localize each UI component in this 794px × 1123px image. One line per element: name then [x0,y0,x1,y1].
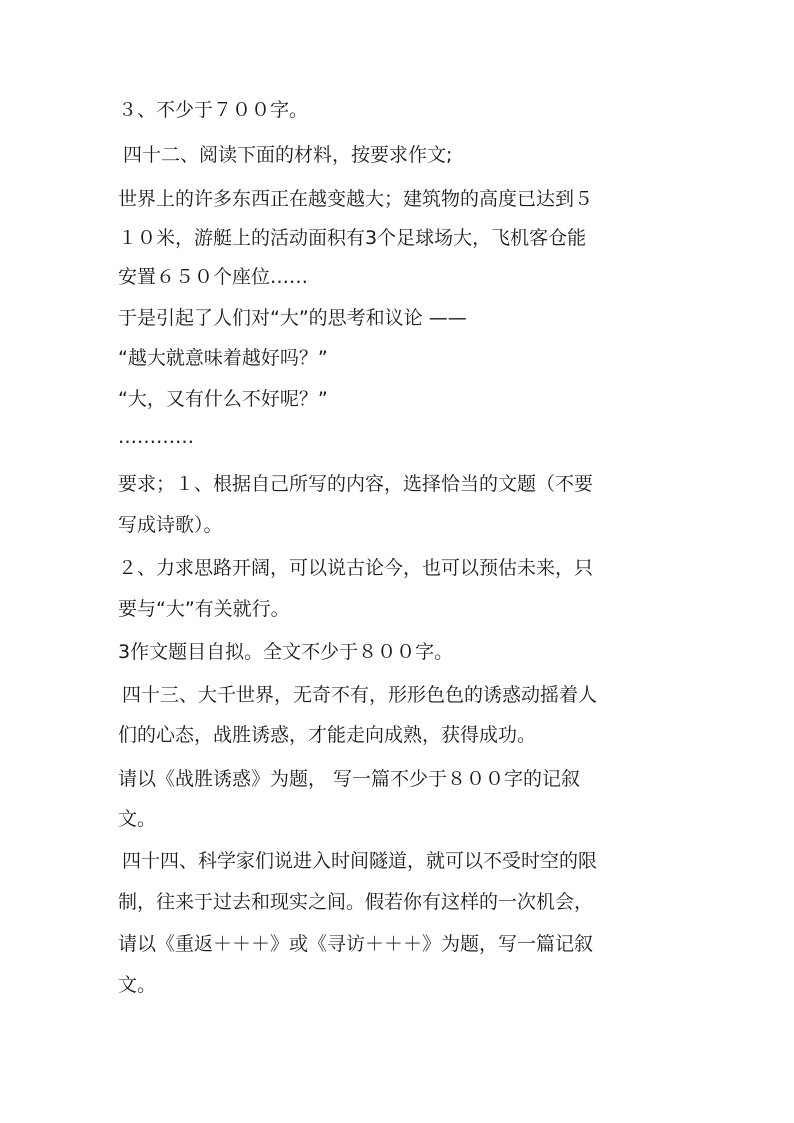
text-line-17: 请以《战胜诱惑》为题， 写一篇不少于８００字的记叙 [118,768,581,790]
text-line-8: “大，又有什么不好呢？” [118,388,328,410]
text-line-21: 请以《重返＋＋＋》或《寻访＋＋＋》为题，写一篇记叙 [118,933,594,955]
text-line-20: 制，往来于过去和现实之间。假若你有这样的一次机会， [118,891,594,913]
text-line-18: 文。 [118,808,157,830]
text-line-1: ３、不少于７００字。 [118,99,309,121]
text-line-9: ………… [118,426,194,448]
text-line-2: 四十二、阅读下面的材料，按要求作文; [123,144,453,166]
text-line-14: 3作文题目自拟。全文不少于８００字。 [118,641,454,663]
text-line-22: 文。 [118,974,157,996]
text-line-10: 要求；１、根据自己所写的内容，选择恰当的文题（不要 [118,473,594,495]
text-line-3: 世界上的许多东西正在越变越大；建筑物的高度已达到５ [118,188,594,210]
text-line-4: １０米，游艇上的活动面积有3个足球场大，飞机客仓能 [118,227,587,249]
text-line-15: 四十三、大千世界，无奇不有，形形色色的诱惑动摇着人 [122,684,598,706]
text-line-11: 写成诗歌）。 [118,514,223,536]
text-line-12: ２、力求思路开阔，可以说古论今，也可以预估未来，只 [118,557,594,579]
text-line-7: “越大就意味着越好吗？” [118,347,328,369]
text-line-19: 四十四、科学家们说进入时间隧道，就可以不受时空的限 [122,850,598,872]
text-line-16: 们的心态，战胜诱惑，才能走向成熟，获得成功。 [118,724,537,746]
text-line-13: 要与“大”有关就行。 [118,598,290,620]
text-line-5: 安置６５０个座位…… [118,266,309,288]
text-line-6: 于是引起了人们对“大”的思考和议论 —— [118,307,467,329]
